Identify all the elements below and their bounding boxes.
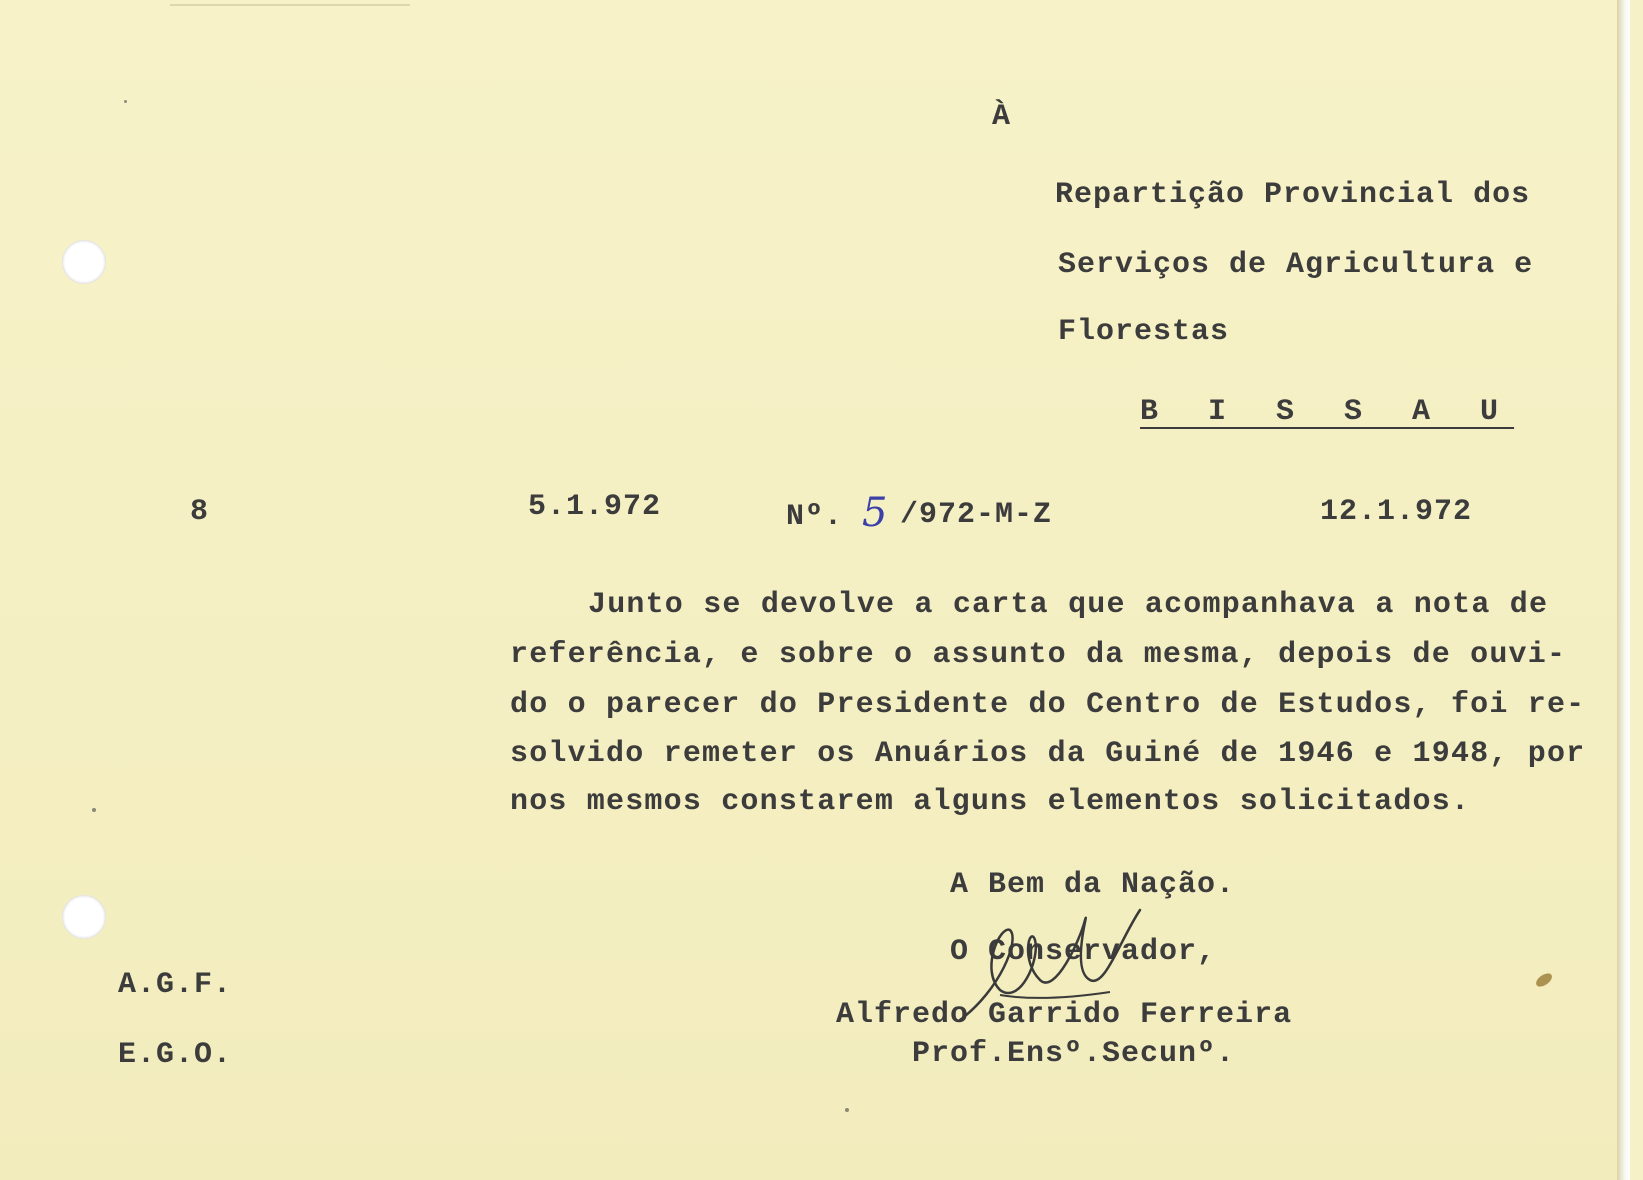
punch-hole-top [62,240,106,284]
signatory-name: Alfredo Garrido Ferreira [836,998,1293,1032]
page-edge [1617,0,1630,1180]
addressee-line-2: Serviços de Agricultura e [1058,248,1534,282]
ink-stain [1534,971,1554,990]
body-line-3: do o parecer do Presidente do Centro de Estudos, foi re- [510,688,1586,722]
addressee-line-1: Repartição Provincial dos [1055,178,1531,212]
signature-scribble [940,900,1190,1040]
body-line-2: referência, e sobre o assunto da mesma, depois de ouvi- [510,638,1567,672]
initials-2: E.G.O. [118,1038,233,1072]
date-received: 5.1.972 [528,490,662,524]
initials-1: A.G.F. [118,968,233,1002]
reference-number: 8 [190,495,210,529]
signatory-credentials: Prof.Ensº.Secunº. [912,1037,1236,1071]
speck-mark [92,808,96,812]
reference-no-handwritten: 5 [862,490,889,536]
body-line-1: Junto se devolve a carta que acompanhava a nota de [588,588,1549,622]
reference-no-label: Nº. [786,500,844,534]
closing-title: O Conservador, [950,935,1217,969]
addressee-prefix: À [992,100,1012,134]
speck-mark [845,1108,849,1112]
closing-salutation: A Bem da Nação. [950,868,1236,902]
top-mark [170,4,410,6]
addressee-city: B I S S A U [1140,395,1515,429]
punch-hole-bottom [62,895,106,939]
reference-no-suffix: /972-M-Z [900,498,1053,532]
body-line-4: solvido remeter os Anuários da Guiné de 1946 e 1948, por [510,737,1586,771]
body-line-5: nos mesmos constarem alguns elementos solicitados. [510,785,1471,819]
speck-mark [124,100,127,103]
date-sent: 12.1.972 [1320,495,1473,529]
addressee-line-3: Florestas [1058,315,1230,349]
